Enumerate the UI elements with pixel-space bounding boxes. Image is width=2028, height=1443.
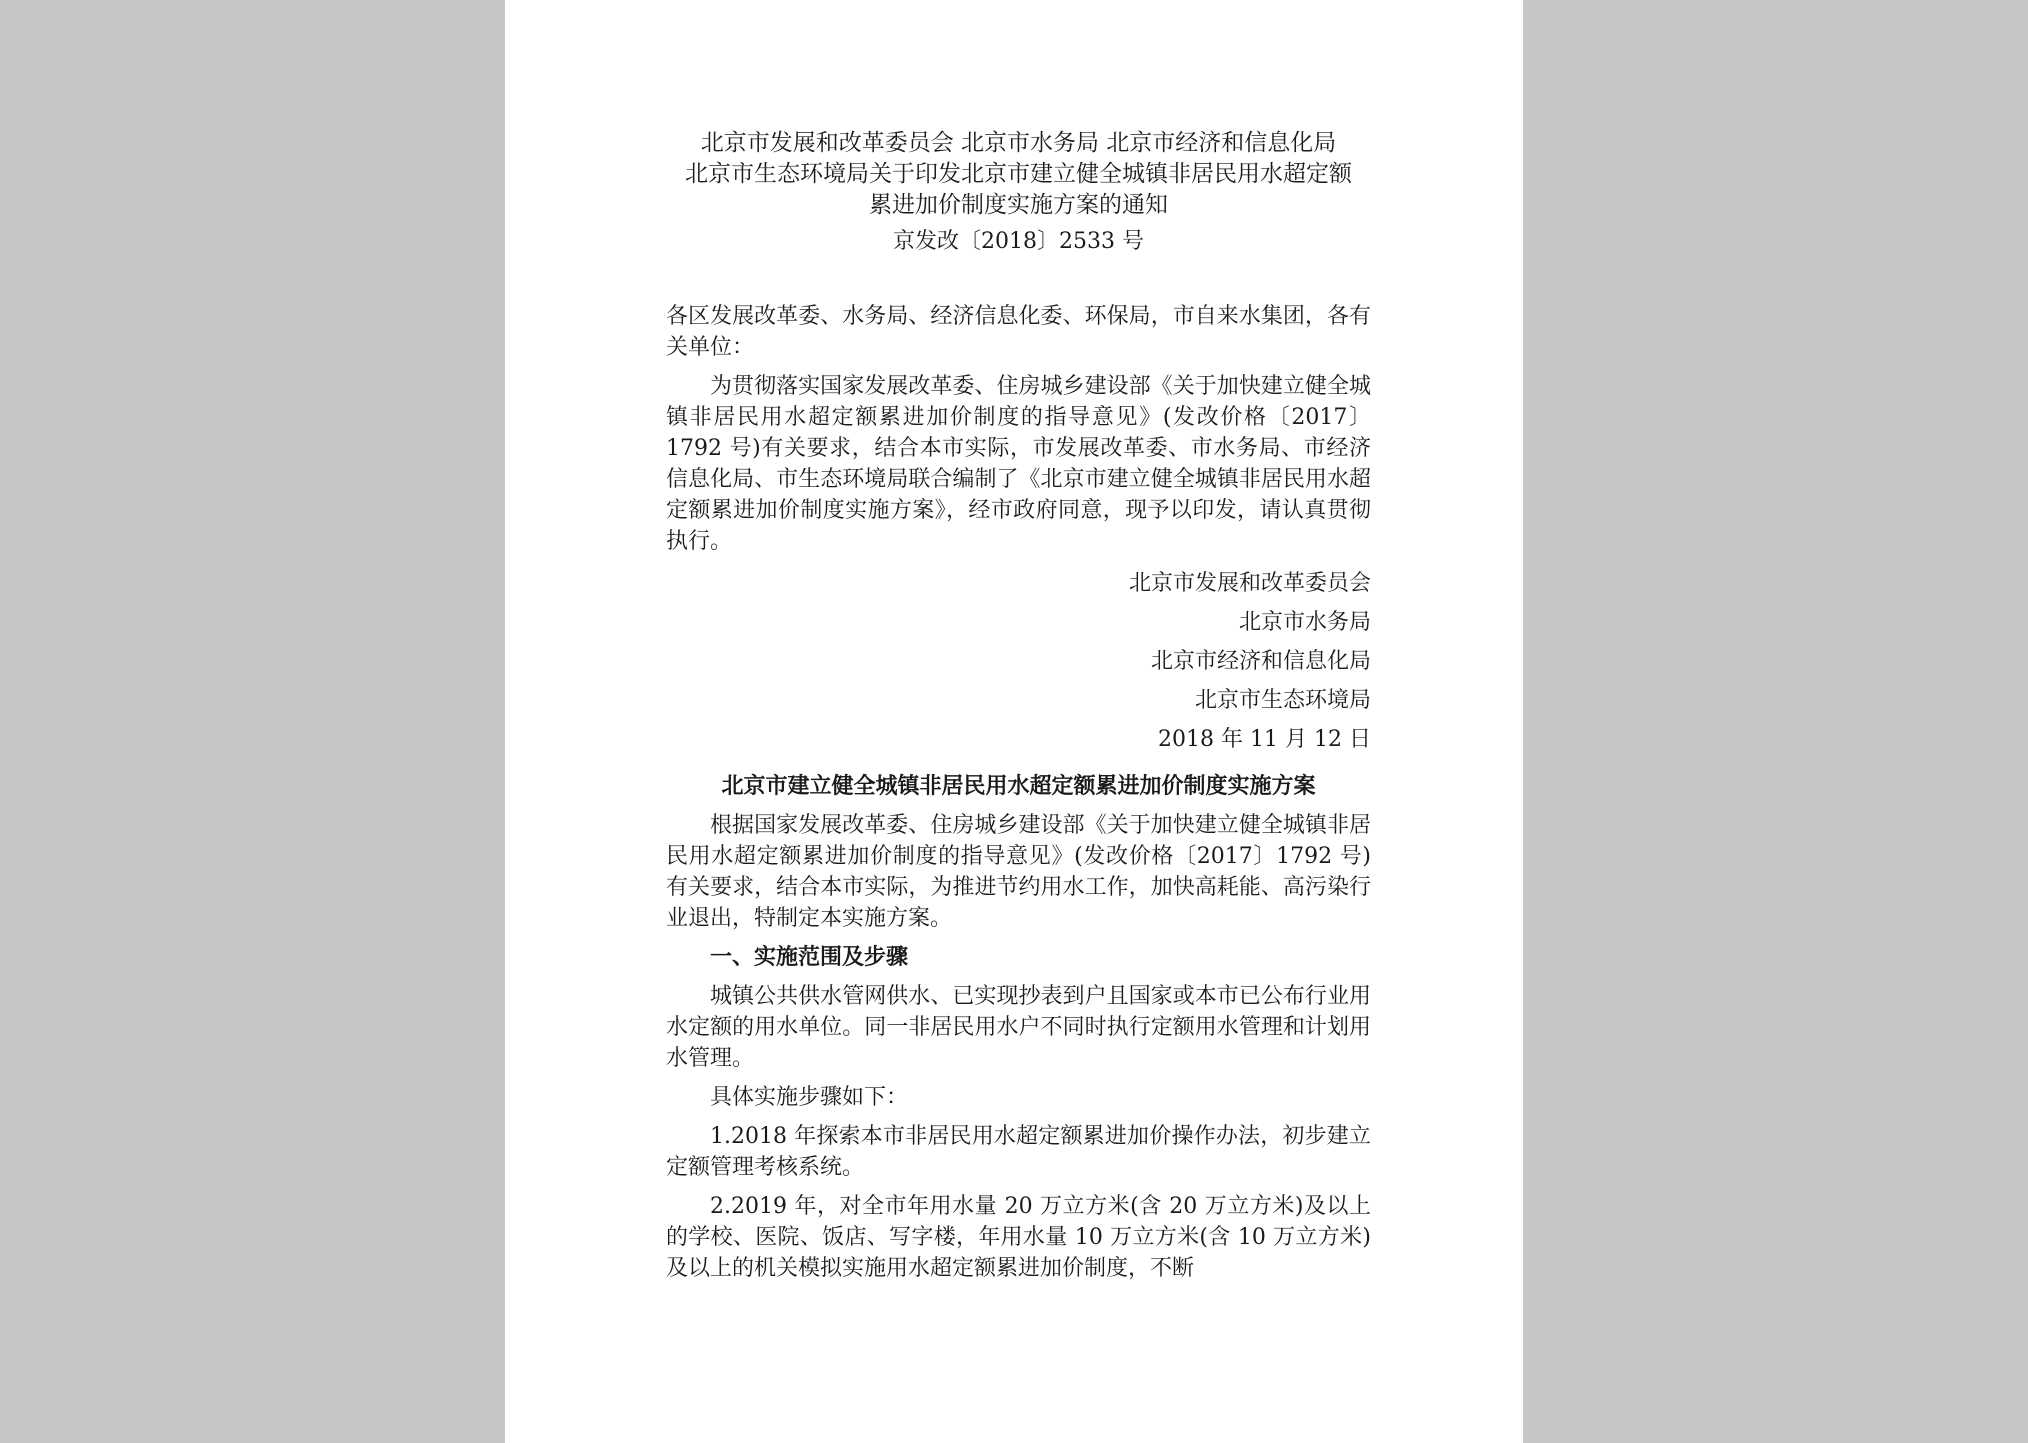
step-1-paragraph: 1.2018 年探索本市非居民用水超定额累进加价操作办法，初步建立定额管理考核系统。 — [666, 1124, 1371, 1180]
section-1-heading: 一、实施范围及步骤 — [710, 944, 909, 970]
title-line-1: 北京市发展和改革委员会 北京市水务局 北京市经济和信息化局 — [700, 130, 1337, 156]
signatory-1: 北京市发展和改革委员会 — [1128, 571, 1371, 596]
page-content — [666, 128, 1371, 1284]
notice-title — [666, 128, 1371, 221]
signatory-3: 北京市经济和信息化局 — [1150, 649, 1371, 674]
plan-title: 北京市建立健全城镇非居民用水超定额累进加价制度实施方案 — [721, 773, 1316, 799]
plan-intro-paragraph: 根据国家发展改革委、住房城乡建设部《关于加快建立健全城镇非居民用水超定额累进加价制度的指导意见》(发改价格〔2017〕1792 号)有关要求，结合本市实际，为推进节约用水工作，加快高耗能、高污染行业退出，特制定本实施方案。 — [666, 813, 1371, 931]
section-1-paragraph-2: 具体实施步骤如下： — [710, 1085, 909, 1110]
title-line-3: 累进加价制度实施方案的通知 — [869, 192, 1168, 218]
title-line-2: 北京市生态环境局关于印发北京市建立健全城镇非居民用水超定额 — [685, 161, 1352, 187]
intro-paragraph: 为贯彻落实国家发展改革委、住房城乡建设部《关于加快建立健全城镇非居民用水超定额累进加价制度的指导意见》(发改价格〔2017〕1792 号)有关要求，结合本市实际，市发展改革委、市水务局、市经济信息化局、市生态环境局联合编制了《北京市建立健全城镇非居民用水超定额累进加价制度实施方案》，经市政府同意，现予以印发，请认真贯彻执行。 — [666, 374, 1371, 554]
signatory-2: 北京市水务局 — [1238, 610, 1371, 635]
document-number: 京发改〔2018〕2533 号 — [893, 229, 1144, 254]
signatory-4: 北京市生态环境局 — [1194, 688, 1371, 713]
step-2-paragraph: 2.2019 年，对全市年用水量 20 万立方米(含 20 万立方米)及以上的学校、医院、饭店、写字楼，年用水量 10 万立方米(含 10 万立方米)及以上的机关模拟实施用水超定额累进加价制度，不断 — [666, 1194, 1371, 1281]
document-page — [505, 0, 1523, 1443]
issue-date: 2018 年 11 月 12 日 — [1158, 727, 1371, 752]
section-1-paragraph-1: 城镇公共供水管网供水、已实现抄表到户且国家或本市已公布行业用水定额的用水单位。同一非居民用水户不同时执行定额用水管理和计划用水管理。 — [666, 984, 1371, 1071]
addressee: 各区发展改革委、水务局、经济信息化委、环保局，市自来水集团，各有关单位： — [666, 304, 1371, 360]
signature-block — [666, 569, 1371, 755]
